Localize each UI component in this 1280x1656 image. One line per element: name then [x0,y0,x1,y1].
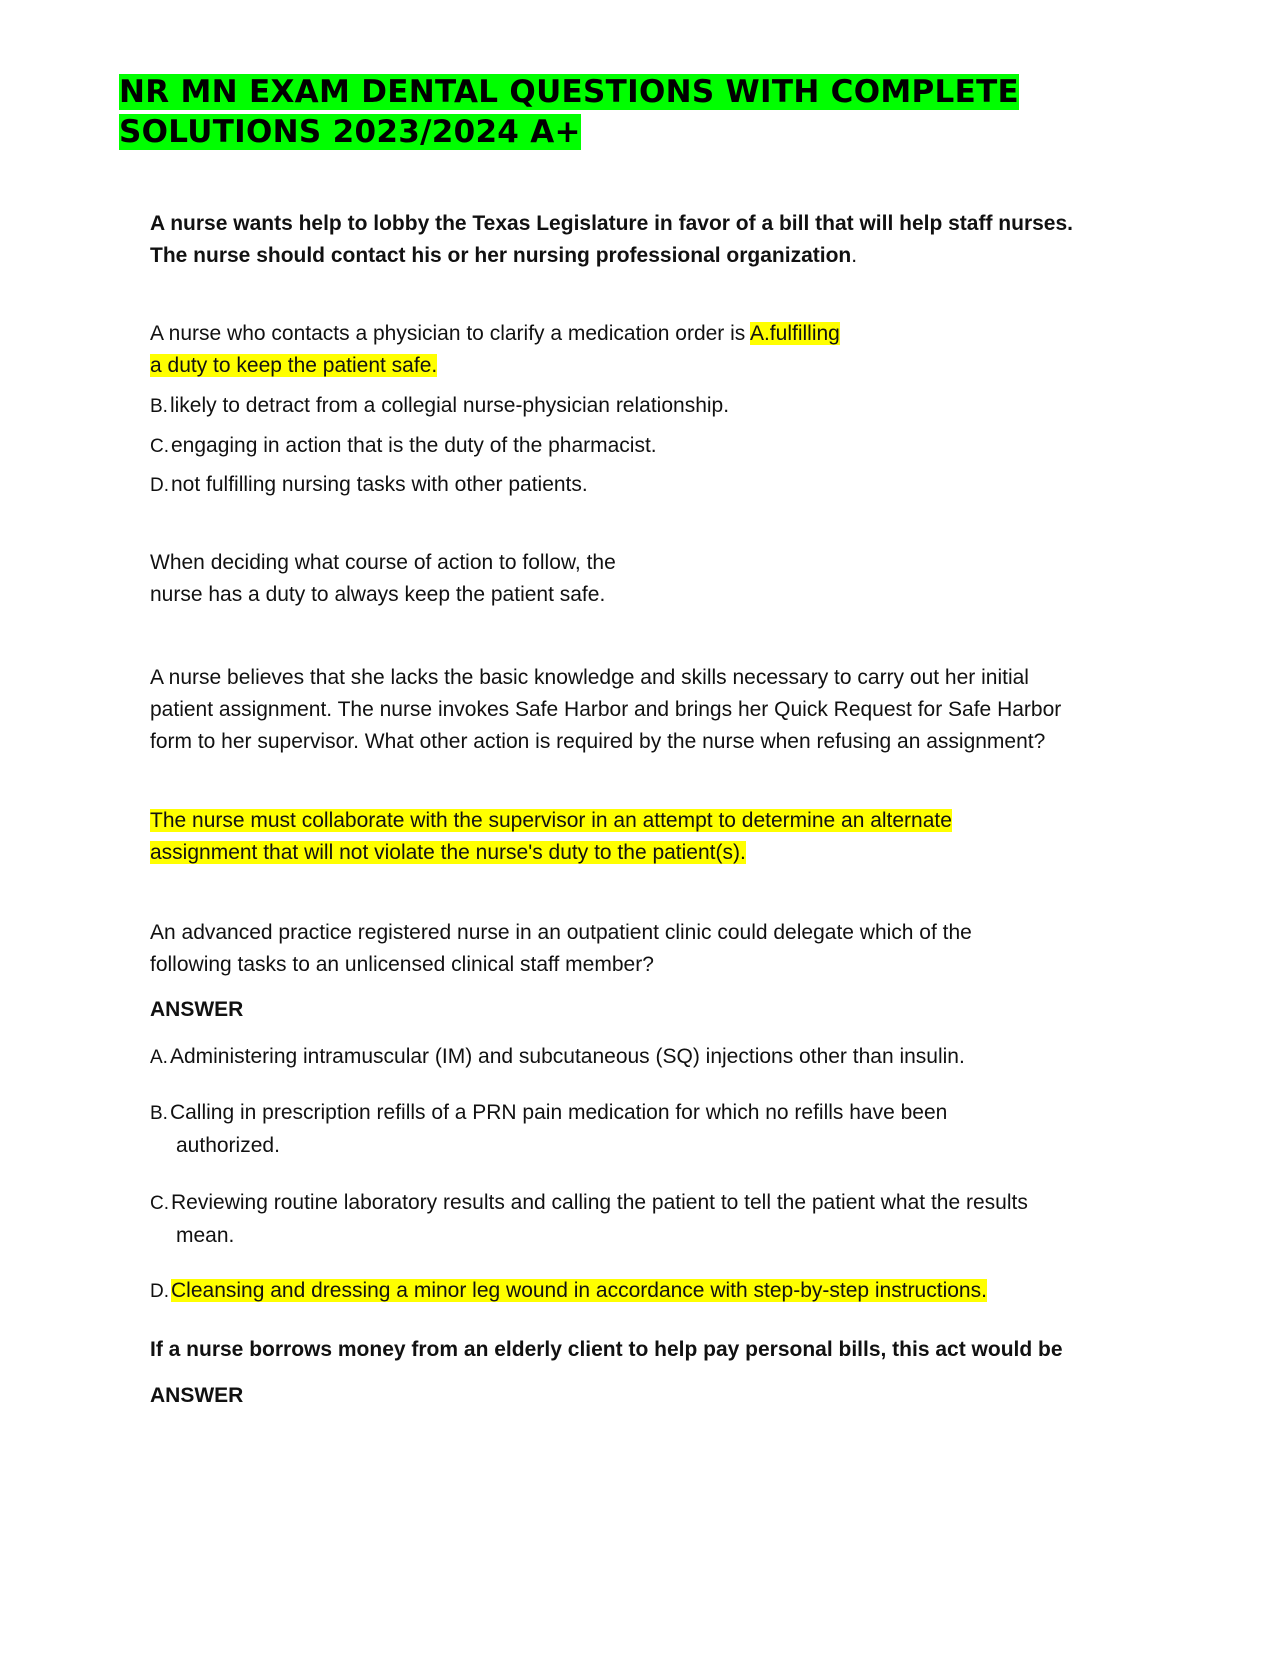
question-5-answer-label: ANSWER [150,1384,244,1407]
title-line-2: SOLUTIONS 2023/2024 A+ [119,114,581,150]
question-3-line-1: A nurse believes that she lacks the basic knowledge and skills necessary to carry out her initial [150,666,1029,689]
question-3-line-3: form to her supervisor. What other action is required by the nurse when refusing an assignment? [150,730,1046,753]
option-letter: C. [150,1193,169,1214]
option-letter: B. [150,396,168,417]
question-4-option-c [150,1187,1130,1252]
option-text-continued: authorized. [176,1134,280,1157]
option-letter: D. [150,1281,169,1302]
question-3-answer-line-1: The nurse must collaborate with the supervisor in an attempt to determine an alternate [150,809,952,832]
question-2-option-d [150,469,1130,502]
question-2-answer-a: A.fulfilling [749,322,840,345]
title-line-1: NR MN EXAM DENTAL QUESTIONS WITH COMPLETE [119,74,1019,110]
question-4 [150,917,1130,981]
question-4-line-1: An advanced practice registered nurse in an outpatient clinic could delegate which of the [150,921,972,944]
question-2-stem-text: A nurse who contacts a physician to clarify a medication order is [150,322,750,345]
option-text: engaging in action that is the duty of the pharmacist. [171,434,657,457]
question-3 [150,662,1130,758]
question-4-answer-label: ANSWER [150,998,244,1021]
document-title [119,72,1119,152]
question-1 [150,208,1130,272]
question-1-line-2 [150,240,1130,272]
question-1-line-1: A nurse wants help to lobby the Texas Legislature in favor of a bill that will help staff nurses. [150,212,1073,235]
option-text: likely to detract from a collegial nurse-physician relationship. [169,394,730,417]
rationale [150,547,1130,611]
question-2-option-b [150,390,1130,423]
option-letter: A. [150,1047,168,1068]
option-text-continued: mean. [176,1224,235,1247]
question-4-line-2: following tasks to an unlicensed clinical staff member? [150,953,654,976]
question-4-option-d [150,1275,1130,1308]
question-4-option-b [150,1097,1130,1162]
question-4-option-a [150,1041,1130,1074]
option-letter: D. [150,475,169,496]
option-text: Reviewing routine laboratory results and calling the patient to tell the patient what the results [171,1191,1028,1214]
question-3-answer-line-2: assignment that will not violate the nurse's duty to the patient(s). [150,841,746,864]
rationale-line-2: nurse has a duty to always keep the patient safe. [150,583,606,606]
question-2-stem [150,318,1130,382]
question-1-line-2-text: The nurse should contact his or her nursing professional organization [150,244,852,267]
question-5: If a nurse borrows money from an elderly client to help pay personal bills, this act would be [150,1338,1063,1361]
option-text: not fulfilling nursing tasks with other patients. [171,473,588,496]
question-3-answer [150,805,1130,869]
option-text: Administering intramuscular (IM) and subcutaneous (SQ) injections other than insulin. [169,1045,965,1068]
option-letter: C. [150,436,169,457]
option-text: Calling in prescription refills of a PRN pain medication for which no refills have been [169,1101,948,1124]
question-3-line-2: patient assignment. The nurse invokes Safe Harbor and brings her Quick Request for Safe Harbor [150,698,1062,721]
option-letter: B. [150,1103,168,1124]
question-2-option-c [150,430,1130,463]
rationale-line-1: When deciding what course of action to follow, the [150,551,616,574]
option-text-correct: Cleansing and dressing a minor leg wound in accordance with step-by-step instructions. [171,1279,987,1302]
question-1-period: . [851,244,858,267]
question-2-answer-a-continued: a duty to keep the patient safe. [150,354,438,377]
